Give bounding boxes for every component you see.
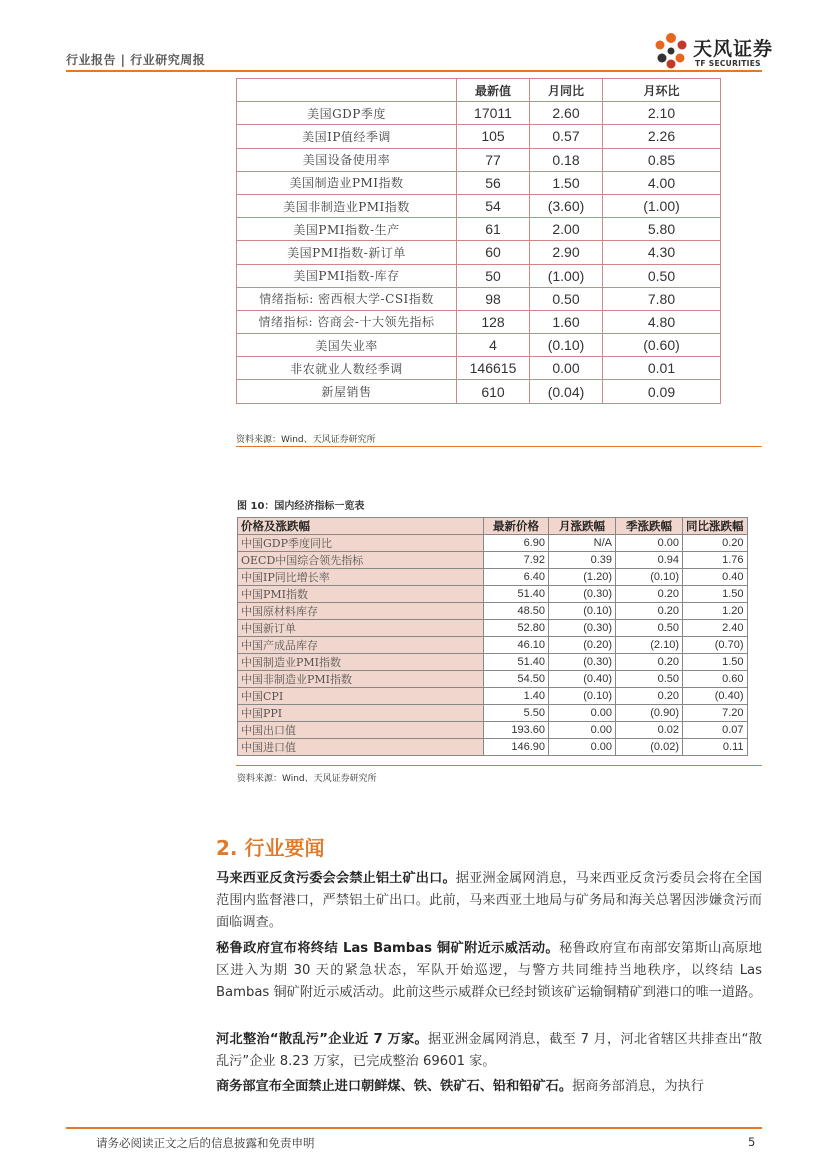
value-cell: 2.60	[530, 102, 603, 125]
row-label: 中国PMI指数	[238, 586, 484, 603]
table-row	[237, 310, 721, 333]
table-row	[237, 194, 721, 217]
news-headline: 秘鲁政府宣布将终结 Las Bambas 铜矿附近示威活动。	[216, 941, 559, 956]
table-row	[238, 552, 748, 569]
news-paragraph	[216, 1076, 762, 1098]
value-cell: (0.40)	[549, 671, 616, 688]
news-headline: 商务部宣布全面禁止进口朝鲜煤、铁、铁矿石、铅和铅矿石。	[216, 1079, 573, 1094]
value-cell: 5.50	[484, 705, 549, 722]
news-headline: 马来西亚反贪污委会会禁止铝土矿出口。	[216, 871, 456, 886]
value-cell: 2.10	[603, 102, 721, 125]
value-cell: (0.10)	[549, 688, 616, 705]
row-label: 中国PPI	[238, 705, 484, 722]
value-cell: 128	[457, 310, 530, 333]
value-cell: 0.50	[530, 287, 603, 310]
footer-disclaimer: 请务必阅读正文之后的信息披露和免责申明	[96, 1136, 315, 1150]
table-row	[238, 654, 748, 671]
value-cell: (0.30)	[549, 654, 616, 671]
value-cell: 2.90	[530, 241, 603, 264]
table-row	[237, 287, 721, 310]
table-row	[237, 241, 721, 264]
news-paragraph	[216, 868, 762, 934]
value-cell: 0.20	[616, 586, 683, 603]
row-label: 美国PMI指数-新订单	[237, 241, 457, 264]
row-label: 非农就业人数经季调	[237, 357, 457, 380]
header-cell: 月环比	[603, 79, 721, 102]
row-label: 新屋销售	[237, 380, 457, 403]
table-row	[237, 357, 721, 380]
row-label: 中国非制造业PMI指数	[238, 671, 484, 688]
value-cell: 17011	[457, 102, 530, 125]
table-row	[238, 739, 748, 756]
table-row	[237, 148, 721, 171]
row-label: 美国失业率	[237, 334, 457, 357]
value-cell: (0.10)	[530, 334, 603, 357]
table-row	[238, 603, 748, 620]
value-cell: 610	[457, 380, 530, 403]
table-row	[238, 569, 748, 586]
table-row	[238, 535, 748, 552]
table-row	[237, 171, 721, 194]
value-cell: 0.00	[616, 535, 683, 552]
row-label: OECD中国综合领先指标	[238, 552, 484, 569]
value-cell: 0.01	[603, 357, 721, 380]
value-cell: 2.26	[603, 125, 721, 148]
value-cell: 51.40	[484, 586, 549, 603]
row-label: 中国产成品库存	[238, 637, 484, 654]
news-paragraph	[216, 938, 762, 1004]
value-cell: 1.50	[683, 586, 748, 603]
value-cell: 0.57	[530, 125, 603, 148]
value-cell: 56	[457, 171, 530, 194]
table-row	[238, 722, 748, 739]
header-cell: 最新值	[457, 79, 530, 102]
value-cell: 0.40	[683, 569, 748, 586]
china-indicators-table	[237, 517, 748, 756]
source-divider	[236, 765, 762, 766]
row-label: 中国IP同比增长率	[238, 569, 484, 586]
figure10-source: 资料来源：Wind、天风证券研究所	[237, 774, 377, 784]
value-cell: (0.10)	[549, 603, 616, 620]
value-cell: 77	[457, 148, 530, 171]
value-cell: 193.60	[484, 722, 549, 739]
footer-divider	[66, 1127, 762, 1129]
value-cell: (1.00)	[603, 194, 721, 217]
value-cell: 61	[457, 218, 530, 241]
news-body: 据亚洲金属网消息，马来西亚反贪污委员会将在全国范围内监督港口，严禁铝土矿出口。此前，马来西亚土地局与矿务局和海关总署因涉嫌贪污而面临调查。	[216, 871, 762, 930]
value-cell: 7.92	[484, 552, 549, 569]
page-number: 5	[748, 1135, 756, 1149]
value-cell: 6.90	[484, 535, 549, 552]
news-body: 据商务部消息，为执行	[572, 1079, 704, 1094]
section-title: 2. 行业要闻	[216, 836, 325, 860]
value-cell: (1.20)	[549, 569, 616, 586]
value-cell: 7.80	[603, 287, 721, 310]
value-cell: 1.50	[530, 171, 603, 194]
news-body: 据亚洲金属网消息，截至 7 月，河北省辖区共排查出“散乱污”企业 8.23 万家，已完成整治 69601 家。	[216, 1032, 762, 1069]
value-cell: 105	[457, 125, 530, 148]
value-cell: 0.39	[549, 552, 616, 569]
header-cell: 同比涨跌幅	[683, 518, 748, 535]
value-cell: 0.60	[683, 671, 748, 688]
row-label: 情绪指标: 密西根大学-CSI指数	[237, 287, 457, 310]
value-cell: 0.00	[530, 357, 603, 380]
value-cell: 60	[457, 241, 530, 264]
value-cell: 54	[457, 194, 530, 217]
header-cell: 月同比	[530, 79, 603, 102]
value-cell: 48.50	[484, 603, 549, 620]
news-body: 秘鲁政府宣布南部安第斯山高原地区进入为期 30 天的紧急状态，军队开始巡逻，与警方共同维持当地秩序，以终结 Las Bambas 铜矿附近示威活动。此前这些示威群众已经封锁该矿运输铜精矿到港口的唯一道路。	[216, 941, 762, 1000]
us-indicators-table	[236, 78, 721, 404]
value-cell: 98	[457, 287, 530, 310]
value-cell: 0.20	[616, 603, 683, 620]
value-cell: 0.20	[616, 654, 683, 671]
row-label: 中国GDP季度同比	[238, 535, 484, 552]
header-cell: 价格及涨跌幅	[238, 518, 484, 535]
row-label: 美国制造业PMI指数	[237, 171, 457, 194]
value-cell: 51.40	[484, 654, 549, 671]
value-cell: 7.20	[683, 705, 748, 722]
table-row	[238, 688, 748, 705]
row-label: 中国进口值	[238, 739, 484, 756]
news-paragraph	[216, 1029, 762, 1073]
value-cell: (0.60)	[603, 334, 721, 357]
value-cell: 0.09	[603, 380, 721, 403]
row-label: 美国IP值经季调	[237, 125, 457, 148]
figure-title: 图 10：国内经济指标一览表	[237, 501, 365, 512]
value-cell: 0.20	[683, 535, 748, 552]
value-cell: 4.80	[603, 310, 721, 333]
row-label: 中国新订单	[238, 620, 484, 637]
value-cell: (0.20)	[549, 637, 616, 654]
row-label: 美国PMI指数-生产	[237, 218, 457, 241]
header-cell	[237, 79, 457, 102]
table-row	[237, 102, 721, 125]
row-label: 美国GDP季度	[237, 102, 457, 125]
value-cell: 1.76	[683, 552, 748, 569]
logo-name-cn: 天风证券	[693, 38, 774, 60]
value-cell: (0.10)	[616, 569, 683, 586]
table-header-row	[238, 518, 748, 535]
value-cell: 46.10	[484, 637, 549, 654]
value-cell: 0.50	[616, 671, 683, 688]
value-cell: (0.04)	[530, 380, 603, 403]
row-label: 情绪指标: 咨商会-十大领先指标	[237, 310, 457, 333]
value-cell: (0.02)	[616, 739, 683, 756]
value-cell: 0.11	[683, 739, 748, 756]
header-divider	[66, 70, 762, 72]
value-cell: 0.50	[603, 264, 721, 287]
table-row	[238, 586, 748, 603]
row-label: 中国出口值	[238, 722, 484, 739]
table-row	[237, 380, 721, 403]
value-cell: 0.50	[616, 620, 683, 637]
table-row	[238, 637, 748, 654]
value-cell: 4	[457, 334, 530, 357]
logo-name-en: TF SECURITIES	[695, 59, 761, 68]
value-cell: 0.18	[530, 148, 603, 171]
value-cell: (0.30)	[549, 586, 616, 603]
header-cell: 月涨跌幅	[549, 518, 616, 535]
table1-source: 资料来源：Wind、天风证券研究所	[236, 435, 376, 445]
value-cell: 5.80	[603, 218, 721, 241]
header-cell: 最新价格	[484, 518, 549, 535]
row-label: 美国非制造业PMI指数	[237, 194, 457, 217]
row-label: 中国CPI	[238, 688, 484, 705]
value-cell: 1.50	[683, 654, 748, 671]
value-cell: 1.40	[484, 688, 549, 705]
row-label: 中国原材料库存	[238, 603, 484, 620]
report-category: 行业报告 | 行业研究周报	[66, 53, 206, 67]
value-cell: 0.94	[616, 552, 683, 569]
value-cell: 0.00	[549, 739, 616, 756]
company-logo	[651, 30, 774, 72]
value-cell: (0.30)	[549, 620, 616, 637]
value-cell: 0.20	[616, 688, 683, 705]
value-cell: (2.10)	[616, 637, 683, 654]
header-cell: 季涨跌幅	[616, 518, 683, 535]
value-cell: 0.02	[616, 722, 683, 739]
value-cell: (0.70)	[683, 637, 748, 654]
news-headline: 河北整治“散乱污”企业近 7 万家。	[216, 1032, 428, 1047]
value-cell: N/A	[549, 535, 616, 552]
value-cell: (3.60)	[530, 194, 603, 217]
value-cell: 6.40	[484, 569, 549, 586]
table-row	[237, 218, 721, 241]
value-cell: 54.50	[484, 671, 549, 688]
row-label: 美国设备使用率	[237, 148, 457, 171]
value-cell: 50	[457, 264, 530, 287]
value-cell: 52.80	[484, 620, 549, 637]
value-cell: 1.60	[530, 310, 603, 333]
value-cell: (1.00)	[530, 264, 603, 287]
value-cell: 146.90	[484, 739, 549, 756]
logo-flower-icon	[651, 30, 691, 72]
table-header-row	[237, 79, 721, 102]
value-cell: 2.00	[530, 218, 603, 241]
table-row	[237, 334, 721, 357]
value-cell: 0.00	[549, 722, 616, 739]
value-cell: 4.00	[603, 171, 721, 194]
value-cell: 1.20	[683, 603, 748, 620]
value-cell: 0.07	[683, 722, 748, 739]
source-divider	[236, 446, 762, 447]
row-label: 中国制造业PMI指数	[238, 654, 484, 671]
table-row	[238, 671, 748, 688]
table-row	[238, 705, 748, 722]
value-cell: 146615	[457, 357, 530, 380]
value-cell: (0.40)	[683, 688, 748, 705]
row-label: 美国PMI指数-库存	[237, 264, 457, 287]
table-row	[238, 620, 748, 637]
value-cell: 2.40	[683, 620, 748, 637]
value-cell: 0.00	[549, 705, 616, 722]
table-row	[237, 125, 721, 148]
value-cell: 0.85	[603, 148, 721, 171]
value-cell: 4.30	[603, 241, 721, 264]
table-row	[237, 264, 721, 287]
value-cell: (0.90)	[616, 705, 683, 722]
